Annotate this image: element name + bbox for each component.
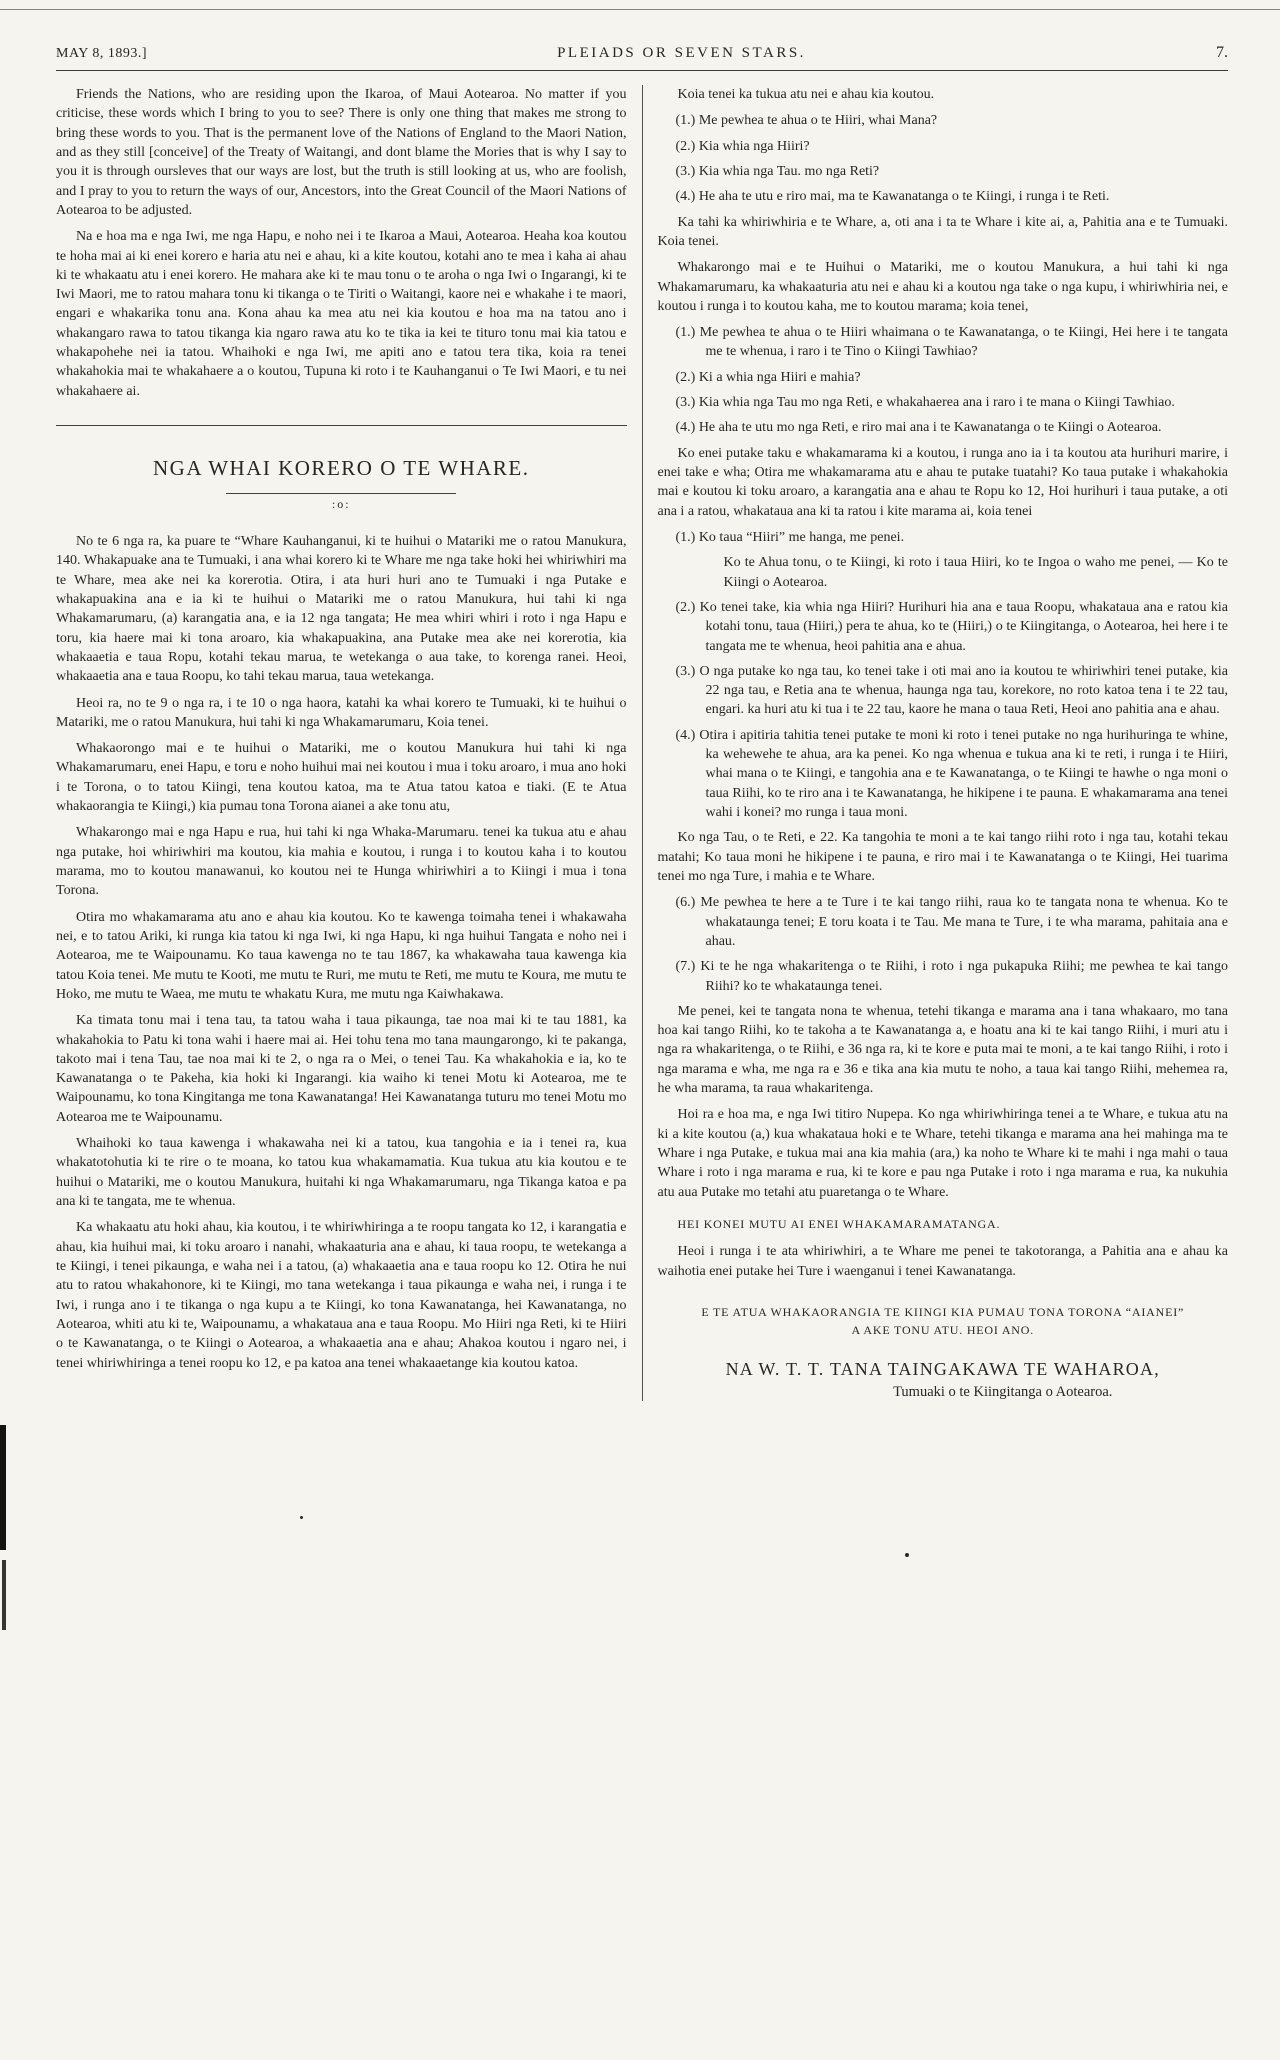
paragraph: Friends the Nations, who are residing upon the Ikaroa, of Maui Aotearoa. No matter if you criticise, these words which I bring to you to see? There is only one thing that makes me strong to bring these words to you. That is the permanent love of the Nations of England to the Maori Nation, and as they still [conceive] of the Treaty of Waitangi, and dont blame the Mories that is why I say to you it is through oursleves that our ways are lost, but the truth is still looking at us, who are foolish, and I pray to you to return the ways of our, Ancestors, into the Great Council of the Maori Nations of Aotearoa to be adjusted.	[56, 87, 627, 218]
paragraph: Otira mo whakamarama atu ano e ahau kia koutou. Ko te kawenga toimaha tenei i whakawaha nei, e to tatou Ariki, ki runga kia tatou ki nga Iwi, ki nga Hapu, ki nga huihui Tangata e noho nei i Aotearoa, me te Waipounamu. Ko taua kawenga no te tau 1867, ka whakawaha taua kawenga kia tatou Koia tenei. Me mutu te Kooti, me mutu te Ruri, me mutu te Reti, me mutu te Koura, me mutu te Hoko, me mutu te Waea, me mutu te whakatu Kura, me mutu nga Kaiwhakawa.	[56, 909, 627, 1002]
paragraph: Koia tenei ka tukua atu nei e ahau kia koutou.	[677, 87, 935, 102]
sub-item: Ko te Ahua tonu, o te Kiingi, ki roto i taua Hiiri, ko te Ingoa o waho me penei, — Ko te Kiingi o Aotearoa.	[723, 555, 1228, 590]
article-columns	[56, 85, 1228, 1401]
ink-mark	[0, 1425, 6, 1550]
numbered-item: (6.) Me pewhea te here a te Ture i te kai tango riihi, raua ko te tangata nona te whenua. Ko te whakataunga tenei; E toru koata i te Tau. Me mana te Ture, i te wha marama, pahitaia ana e ahau.	[675, 895, 1228, 949]
numbered-item: (7.) Ki te he nga whakaritenga o te Riihi, i roto i nga pukapuka Riihi; me pewhea te kai tango Riihi? ko te whakataunga tenei.	[675, 959, 1228, 994]
paragraph: Heoi ra, no te 9 o nga ra, i te 10 o nga haora, katahi ka whai korero te Tumuaki, ki te huihui o Matariki, me o ratou Manukura, hui tahi ki nga Whakamarumaru, Koia tenei.	[56, 695, 627, 730]
paragraph: Na e hoa ma e nga Iwi, me nga Hapu, e noho nei i te Ikaroa a Maui, Aotearoa. Heaha koa koutou te hoha mai ai ki enei korero e haria atu nei e ahau, ki a kite koutou, kotahi ano te mea i kaha ai ahau ki te whakaatu atu i enei korero. He mahara ake ki te mau tonu o te aroha o nga Iwi o Ingarangi, ki te Iwi Maori, me to ratou mahara tonu ki tikanga o te Tiriti o Waitangi, kaore nei e whakahe i te maori, engari e whakarika tonu ana. Kona ahau ka mea atu nei kia koutou e hoa ma na tatou ano i whakangaro rawa to tatou tikanga kia ngaro rawa atu ko te tika ia kei te tituro tonu mai kia tatou e whakapohehe nei ia tatou. Whaihoki e nga Iwi, me apiti ano e tatou tera tika, koia ra tenei whakahokia mai te whakahaere a o koutou, Tupuna ki roto i te Kauhanganui o Te Iwi Maori, e tu nei whakahaere ai.	[56, 229, 627, 399]
numbered-item: (3.) Kia whia nga Tau mo nga Reti, e whakahaerea ana i raro i te mana o Kiingi Tawhiao.	[675, 395, 1175, 411]
numbered-item: (4.) He aha te utu mo nga Reti, e riro mai ana i te Kawanatanga o te Kiingi o Aotearoa.	[675, 420, 1162, 436]
paragraph: Whaihoki ko taua kawenga i whakawaha nei ki a tatou, kua tangohia e ia i tenei ra, kua whakatotohutia ki te rire o te moana, ko tatou kua whakamamatia. Kua tukua atu kia koutou e te huihui o Matariki, me o koutou Manukura, huitahi ki nga Whakamarumaru, nga Tikanga katoa e pa ana ki te tangata, me te whenua.	[56, 1136, 627, 1209]
page-top-rule	[0, 9, 1280, 10]
section-heading: NGA WHAI KORERO O TE WHARE.	[153, 456, 530, 480]
section-ornament: :o:	[331, 497, 351, 511]
numbered-item: (2.) Ki a whia nga Hiiri e mahia?	[675, 369, 861, 385]
page-title: PLEIADS OR SEVEN STARS.	[557, 45, 806, 61]
page-number: 7.	[1216, 44, 1228, 61]
numbered-item: (1.) Ko taua “Hiiri” me hanga, me penei.	[675, 529, 905, 545]
numbered-item: (4.) Otira i apitiria tahitia tenei putake te moni ki roto i tenei putake no nga hurihuringa te whine, ka wehewehe te ahua, ara ka penei. Ko nga whenua e tukua ana ki te reti, i runga i te Hiiri, whai mana o te Kiingi, e tangohia ana e te Kawanatanga, o te Kiingi te hawhe o nga moni o taua Riihi, ko te riro ana i te Kawanatanga, he hikipene i te pauna. E whakamarama ana tenei wahi i konei? mo runga i taua moni.	[675, 727, 1228, 820]
ink-mark	[300, 1516, 303, 1519]
left-column	[56, 85, 642, 1401]
paragraph: Ka whakaatu atu hoki ahau, kia koutou, i te whiriwhiringa a te roopu tangata ko 12, i karangatia e ahau, kia huihui mai, ki toku aroaro i nanahi, whakaaturia ana e ahau, ki taua roopu, te wetekanga a te Kiingi, i tenei pikaunga, e waha nei i a tatou, (a) whakaaetia ana e taua roopu ko 12. Otira he nui atu to ratou whakahonore, ki te Kiingi, mo tana wetekanga i taua pikaunga e waha nei, i runga i te Iwi, i runga ano i te tikanga o nga kupu a te Kiingi, ko tona Kawanatanga, hei Kawanatanga, no Aotearoa, whiti atu ki te, Waipounamu, a whakataua ana e taua Roopu. Mo Hiiri nga Reti, ki te Hiiri o te Kawanatanga, o te Kiingi o Aotearoa, a whakaaetia ana e ahau; Ahakoa koutou i ngaro nei, i tenei whiriwhiringa a tenei roopu ko 12, e pa katoa ana tenei whakaaetange kia koutou katoa.	[56, 1220, 627, 1371]
numbered-item: (4.) He aha te utu e riro mai, ma te Kawanatanga o te Kiingi, i runga i te Reti.	[675, 189, 1110, 205]
caps-note: HEI KONEI MUTU AI ENEI WHAKAMARAMATANGA.	[677, 1216, 1001, 1231]
numbered-item: (1.) Me pewhea te ahua o te Hiiri whaimana o te Kawanatanga, o te Kiingi, Hei here i te tangata me te whenua, i raro i te Tino o Kiingi Tawhiao?	[675, 325, 1228, 360]
paragraph: Me penei, kei te tangata nona te whenua, tetehi tikanga e marama ana i tana whakaaro, mo tana hoa kai tango Riihi, ko te takoha a te Kawanatanga a, e hoatu ana ki te kai tango Riihi, i muri atu i nga ra whakaritenga, o te Riihi, e 36 nga ra, ki te kore e puta mai te moni, a te kai tango Riihi, i roto i nga marama e wha, me nga ra e 36 e tika ana kia mutu te noho, a taua kai tango Riihi, mehemea ra, he wha marama, ta raua whakaritenga.	[657, 1003, 1228, 1097]
section-rule	[56, 425, 627, 426]
ink-mark	[2, 1560, 6, 1630]
paragraph: Whakarongo mai e te Huihui o Matariki, me o koutou Manukura, a hui tahi ki nga Whakamarumaru, ka whakaaturia atu nei e ahau ki a koutou nga take o nga kupu, i whiriwhiria nei, e koutou i runga i to koutou kaha, me to koutou marama; koia tenei,	[657, 260, 1228, 314]
paragraph: Whakarongo mai e nga Hapu e rua, hui tahi ki nga Whaka-Marumaru. tenei ka tukua atu e ahau nga putake, hoi whiriwhiri ma koutou, kia mahia e koutou, i runga i to koutou kaha i to koutou marama, mo to koutou manawanui, ko koutou nei te Hunga whiriwhiri a to Kiingi i mua i tona Torona.	[56, 825, 627, 899]
numbered-item: (3.) O nga putake ko nga tau, ko tenei take i oti mai ano ia koutou te whiriwhiri tenei putake, kia 22 nga tau, e Retia ana te whenua, haunga nga tau, korekore, no roto katoa tena i te 22 tau, engari. ka huri atu ki tua i te 22 tau, kaore he mana o taua Reti, Heoi ano pahitia ana e ahau.	[675, 663, 1228, 718]
signature-title: Tumuaki o te Kiingitanga o Aotearoa.	[893, 1384, 1113, 1401]
numbered-item: (1.) Me pewhea te ahua o te Hiiri, whai Mana?	[675, 113, 938, 129]
right-column	[643, 85, 1229, 1401]
paragraph: Ka tahi ka whiriwhiria e te Whare, a, oti ana i ta te Whare i kite ai, a, Pahitia ana e te Tumuaki. Koia tenei.	[657, 214, 1228, 249]
numbered-item: (2.) Kia whia nga Hiiri?	[675, 138, 810, 154]
paragraph: Whakaorongo mai e te huihui o Matariki, me o koutou Manukura hui tahi ki nga Whakamarumaru, enei Hapu, e toru e noho huihui mai nei koutou i mua i toku aroaro, i mua ano hoki i te Torona, o to tatou Kiingi, tena koutou katoa, ma te Atua tatou katoa e tiaki. (E te Atua whakaorangia te Kiingi,) kia pumau tona Torona aianei a ake tonu atu,	[56, 741, 627, 815]
signature-name: NA W. T. T. TANA TAINGAKAWA TE WAHAROA,	[725, 1359, 1160, 1380]
ink-mark	[905, 1553, 909, 1557]
numbered-item: (3.) Kia whia nga Tau. mo nga Reti?	[675, 163, 880, 179]
ornament-rule	[226, 493, 456, 494]
paragraph: Heoi i runga i te ata whiriwhiri, a te Whare me penei te takotoranga, a Pahitia ana e ahau ka waihotia enei putake hei Ture i waenganui i tenei Kawanatanga.	[657, 1244, 1228, 1279]
issue-date: MAY 8, 1893.]	[56, 46, 148, 61]
prayer-line: E TE ATUA WHAKAORANGIA TE KIINGI KIA PUMAU TONA TORONA “AIANEI” A AKE TONU ATU. HEOI ANO.	[701, 1305, 1185, 1338]
paragraph: Ka timata tonu mai i tena tau, ta tatou waha i taua pikaunga, tae noa mai ki te tau 1881, ka whakahokia to Patu ki tona wahi i haere mai ai. Hei tohu tena mo tana maungarongo, ki te pakanga, takoto mai i tena Tau, tae noa mai ki te 2, o nga ra o Mei, o tenei Tau. Ka whakahokia e ia, ko te Kawanatanga o te Pakeha, kia hoki ki Ingarangi. kia waiho ki tenei Motu ki Aotearoa, me te Waipounamu, ko tona Kingitanga me tona Kawanatanga! Hei Kawanatanga tuturu mo tenei Motu mo Aotearoa me te Waipounamu.	[56, 1013, 627, 1125]
page-header	[56, 44, 1228, 62]
paragraph: No te 6 nga ra, ka puare te “Whare Kauhanganui, ki te huihui o Matariki me o ratou Manukura, 140. Whakapuake ana te Tumuaki, i ana whai korero ki te Whare me nga take hoki hei whiriwhiri ma te Whare, mea ake nei ka korerotia. Otira, i ata huri huri ano te Tumuaki i nga Putake e whakapuakina ana e ia ki te huihui o Matariki me o ratou Manukura, hui tahi ki nga Whakamarumaru, (a) karangatia ana, e ia 12 nga tangata; He mea whiri whiri i roto i nga Hapu e toru, kia haere mai ki tona aroaro, kia whakapuakina, ana Putake mea ake nei korerotia, kia whakaaetia e taua Ropu, kotahi tekau marua, te wetekanga o aua take, to korenga ranei. Heoi, whakaaetia ana e taua Roopu, ko tahi tekau marua, taua wetekanga.	[56, 534, 627, 685]
paragraph: Ko nga Tau, o te Reti, e 22. Ka tangohia te moni a te kai tango riihi roto i nga tau, kotahi tekau matahi; Ko taua moni he hikipene i te pauna, e riro mai i te Kawanatanga o te Kiingi, Hei tuarima tenei mo nga Ture, i mahia e te Whare.	[657, 830, 1228, 884]
numbered-item: (2.) Ko tenei take, kia whia nga Hiiri? Hurihuri hia ana e taua Roopu, whakataua ana e ratou kia kotahi tonu, taua (Hiiri,) pera te ahua, ko te (Hiiri,) o te Kiingitanga, o Aotearoa, hei here i te tangata me te whenua, heoi pahitia ana e ahua.	[675, 599, 1228, 654]
header-rule	[56, 70, 1228, 71]
paragraph: Hoi ra e hoa ma, e nga Iwi titiro Nupepa. Ko nga whiriwhiringa tenei a te Whare, e tukua atu na ki a kite koutou (a,) kua whakataua hoki e te Whare, tetehi tikanga e marama ana hei mahinga ma te Whare i nga Putake, e tukua mai ana kia mahia (ara,) ka noho te Whare ki te mahi i nga mahi o taua Whare i roto i nga marama e rua, ki te kore e pau nga Putake i roto i nga marama e rua, ka nukuhia atu aua Putake mo tetahi atu puaretanga o te Whare.	[657, 1107, 1228, 1200]
paragraph: Ko enei putake taku e whakamarama ki a koutou, i runga ano ia i ta koutou ata hurihuri marire, i enei take e wha; Otira me whakamarama atu e ahau te putake tuatahi? Ko taua putake i whakahokia mai e koutou ki toku aroaro, a karangatia ana e ahau te Ropu ko 12, Hoi hurihuri i taua putake, a oti ana i a ratou, whakataua ana ki ta ratou i kite marama ai, koia tenei	[657, 445, 1228, 519]
